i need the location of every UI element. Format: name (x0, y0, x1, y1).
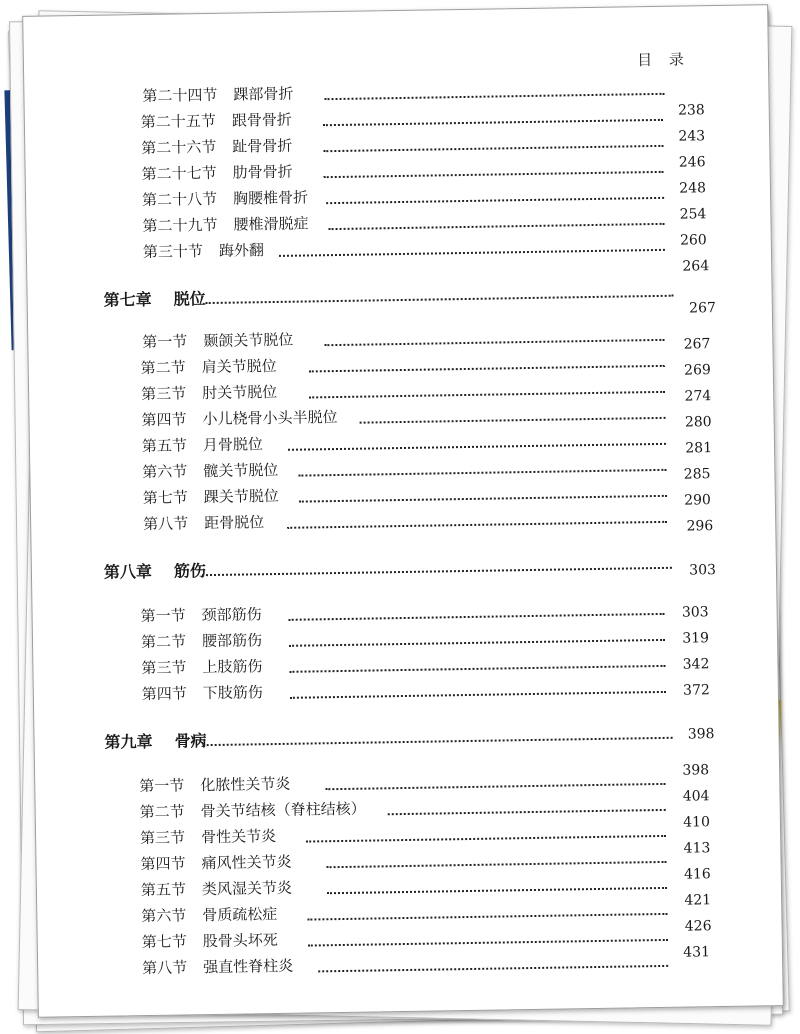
toc-entry-number: 第七章 (103, 289, 152, 310)
toc-entry-title: 跟骨骨折 (231, 110, 293, 130)
toc-page-number: 319 (682, 630, 710, 647)
toc-entry-number: 第二十六节 (141, 137, 217, 158)
toc-section-entry (141, 655, 262, 677)
toc-section-entry (141, 406, 337, 429)
toc-leader-dots (324, 171, 664, 178)
toc-entry-number: 第二节 (140, 358, 186, 378)
toc-section-entry (140, 825, 276, 847)
toc-entry-number: 第三节 (141, 658, 187, 678)
toc-entry-title: 距骨脱位 (204, 513, 265, 533)
toc-leader-dots (299, 495, 667, 503)
toc-page-number: 248 (679, 180, 707, 197)
toc-leader-dots (308, 939, 668, 947)
toc-entry-number: 第三节 (139, 828, 186, 848)
toc-entry-number: 第二十五节 (140, 111, 217, 132)
toc-entry-title: 类风湿关节炎 (201, 878, 293, 899)
toc-entry-number: 第二节 (139, 802, 185, 822)
toc-entry-title: 肋骨骨折 (232, 162, 293, 182)
toc-entry-number: 第六节 (142, 462, 188, 482)
toc-leader-dots (325, 783, 665, 790)
toc-section-entry (142, 83, 293, 105)
toc-chapter-entry (104, 558, 206, 580)
toc-entry-number: 第二十七节 (141, 163, 217, 184)
toc-entry-title: 肘关节脱位 (201, 382, 278, 403)
toc-entry-number: 第二十九节 (142, 215, 218, 236)
toc-section-entry (140, 798, 366, 822)
toc-section-entry (142, 955, 293, 977)
toc-page-number: 416 (683, 866, 711, 883)
toc-leader-dots (309, 391, 665, 399)
toc-chapter-entry (103, 286, 205, 308)
toc-entry-title: 脱位 (173, 289, 206, 309)
toc-page-number: 269 (683, 362, 711, 379)
toc-entry-title: 股骨头坏死 (202, 931, 278, 951)
toc-entry-number: 第四节 (141, 410, 187, 430)
toc-entry-title: 胸腰椎骨折 (232, 188, 309, 208)
toc-page-number: 426 (684, 918, 712, 935)
toc-section-entry (143, 511, 264, 533)
toc-entry-number: 第五节 (140, 880, 187, 900)
toc-section-entry (142, 681, 263, 703)
toc-leader-dots (327, 861, 667, 868)
toc-entry-title: 下肢筋伤 (202, 683, 264, 703)
toc-entry-number: 第七节 (141, 932, 187, 952)
toc-entry-title: 月骨脱位 (202, 435, 264, 455)
toc-section-entry (142, 186, 308, 209)
toc-page-number: 290 (684, 492, 711, 509)
toc-leader-dots (289, 613, 665, 621)
toc-entry-title: 强直性脊柱炎 (203, 956, 294, 977)
toc-page-number: 398 (682, 762, 710, 779)
toc-section-entry (141, 903, 277, 925)
toc-leader-dots (326, 197, 664, 204)
toc-entry-title: 骨性关节炎 (200, 827, 277, 847)
page-header: 目 录 (637, 50, 691, 70)
toc-section-entry (142, 929, 278, 951)
toc-leader-dots (290, 691, 666, 699)
toc-leader-dots (329, 223, 665, 230)
toc-entry-number: 第二节 (140, 632, 187, 652)
toc-section-entry (141, 381, 277, 403)
toc-leader-dots (203, 737, 673, 746)
toc-leader-dots (388, 809, 666, 815)
toc-page-number: 404 (682, 788, 710, 805)
toc-leader-dots (307, 913, 667, 921)
toc-page-number: 372 (682, 682, 710, 699)
toc-entry-title: 痛风性关节炎 (201, 852, 292, 873)
toc-page-number: 254 (679, 206, 707, 223)
toc-entry-number: 第三十节 (142, 242, 204, 262)
toc-section-entry (141, 877, 292, 899)
toc-section-entry (140, 851, 291, 873)
toc-leader-dots (323, 145, 663, 152)
toc-page-number: 413 (683, 840, 711, 857)
toc-page-number: 238 (677, 102, 705, 119)
toc-leader-dots (327, 887, 667, 894)
toc-entry-title: 骨质疏松症 (202, 905, 278, 925)
toc-entry-number: 第一节 (139, 776, 185, 796)
toc-section-entry (142, 212, 308, 235)
toc-page-number: 267 (688, 300, 716, 317)
toc-leader-dots (324, 339, 664, 346)
toc-entry-number: 第八章 (103, 561, 153, 582)
toc-section-entry (141, 355, 277, 377)
toc-section-entry (141, 109, 292, 131)
toc-leader-dots (325, 93, 665, 100)
toc-page-number: 285 (683, 466, 711, 483)
toc-entry-number: 第八节 (143, 514, 189, 534)
toc-leader-dots (289, 639, 665, 647)
toc-page-number: 264 (682, 258, 710, 275)
toc-entry-title: 肩关节脱位 (201, 356, 277, 377)
toc-page-number: 281 (685, 440, 713, 457)
toc-entry-title: 颞颌关节脱位 (203, 330, 294, 351)
toc-leader-dots (309, 365, 665, 373)
toc-page-number: 342 (682, 656, 710, 673)
toc-entry-title: 踝关节脱位 (203, 486, 279, 507)
toc-leader-dots (288, 443, 666, 451)
toc-entry-number: 第四节 (140, 854, 186, 874)
toc-page-number: 280 (684, 414, 712, 431)
toc-leader-dots (202, 567, 672, 576)
toc-entry-number: 第七节 (142, 488, 188, 508)
toc-entry-number: 第五节 (141, 436, 188, 456)
toc-page-number: 267 (683, 336, 711, 353)
toc-page (22, 4, 784, 1018)
toc-entry-title: 筋伤 (173, 561, 207, 581)
toc-entry-number: 第二十四节 (142, 85, 218, 106)
toc-entry-title: 髋关节脱位 (203, 460, 279, 481)
toc-entry-number: 第二十八节 (141, 189, 218, 210)
toc-leader-dots (318, 965, 668, 972)
toc-entry-title: 颈部筋伤 (201, 605, 262, 625)
toc-page-number: 296 (686, 518, 714, 535)
toc-section-entry (142, 459, 278, 481)
toc-section-entry (139, 773, 290, 795)
toc-leader-dots (306, 835, 666, 843)
toc-entry-number: 第一节 (140, 606, 186, 626)
toc-entry-title: 踇外翻 (218, 241, 265, 260)
toc-leader-dots (298, 469, 666, 477)
toc-leader-dots (206, 295, 674, 304)
toc-entry-title: 骨关节结核（脊柱结核） (200, 799, 366, 821)
toc-entry-title: 骨病 (174, 731, 207, 751)
toc-page-number: 410 (683, 814, 711, 831)
toc-entry-title: 趾骨骨折 (232, 136, 293, 156)
toc-entry-number: 第三节 (140, 384, 187, 404)
toc-page-number: 431 (683, 944, 711, 961)
toc-entry-title: 腰部筋伤 (201, 631, 263, 651)
toc-section-entry (140, 603, 261, 625)
toc-entry-title: 化脓性关节炎 (200, 774, 291, 795)
toc-leader-dots (360, 417, 666, 424)
toc-page-number: 260 (679, 232, 707, 249)
toc-section-entry (143, 239, 264, 261)
toc-entry-title: 小儿桡骨小头半脱位 (202, 408, 338, 429)
toc-entry-number: 第九章 (104, 731, 153, 752)
toc-entry-title: 踝部骨折 (233, 84, 294, 104)
toc-section-entry (142, 329, 293, 351)
toc-section-entry (143, 485, 279, 507)
toc-entry-number: 第一节 (142, 332, 188, 352)
toc-entry-title: 上肢筋伤 (202, 657, 263, 677)
toc-page-number: 303 (689, 562, 717, 579)
toc-section-entry (142, 161, 293, 183)
toc-leader-dots (279, 249, 665, 257)
toc-page-number: 303 (681, 604, 709, 621)
toc-entry-title: 腰椎滑脱症 (233, 214, 309, 234)
toc-leader-dots (287, 521, 667, 529)
toc-entry-number: 第六节 (141, 906, 187, 926)
toc-chapter-entry (104, 728, 206, 750)
toc-leader-dots (323, 119, 663, 126)
toc-page-number: 243 (678, 128, 706, 145)
toc-leader-dots (289, 665, 665, 673)
toc-page-number: 421 (684, 892, 712, 909)
toc-entry-number: 第八节 (142, 958, 188, 978)
toc-section-entry (141, 629, 262, 651)
toc-section-entry (142, 433, 263, 455)
toc-page-number: 246 (678, 154, 706, 171)
toc-entry-number: 第四节 (141, 684, 187, 704)
toc-section-entry (141, 135, 292, 157)
toc-page-number: 398 (687, 726, 715, 743)
toc-page-number: 274 (684, 388, 712, 405)
